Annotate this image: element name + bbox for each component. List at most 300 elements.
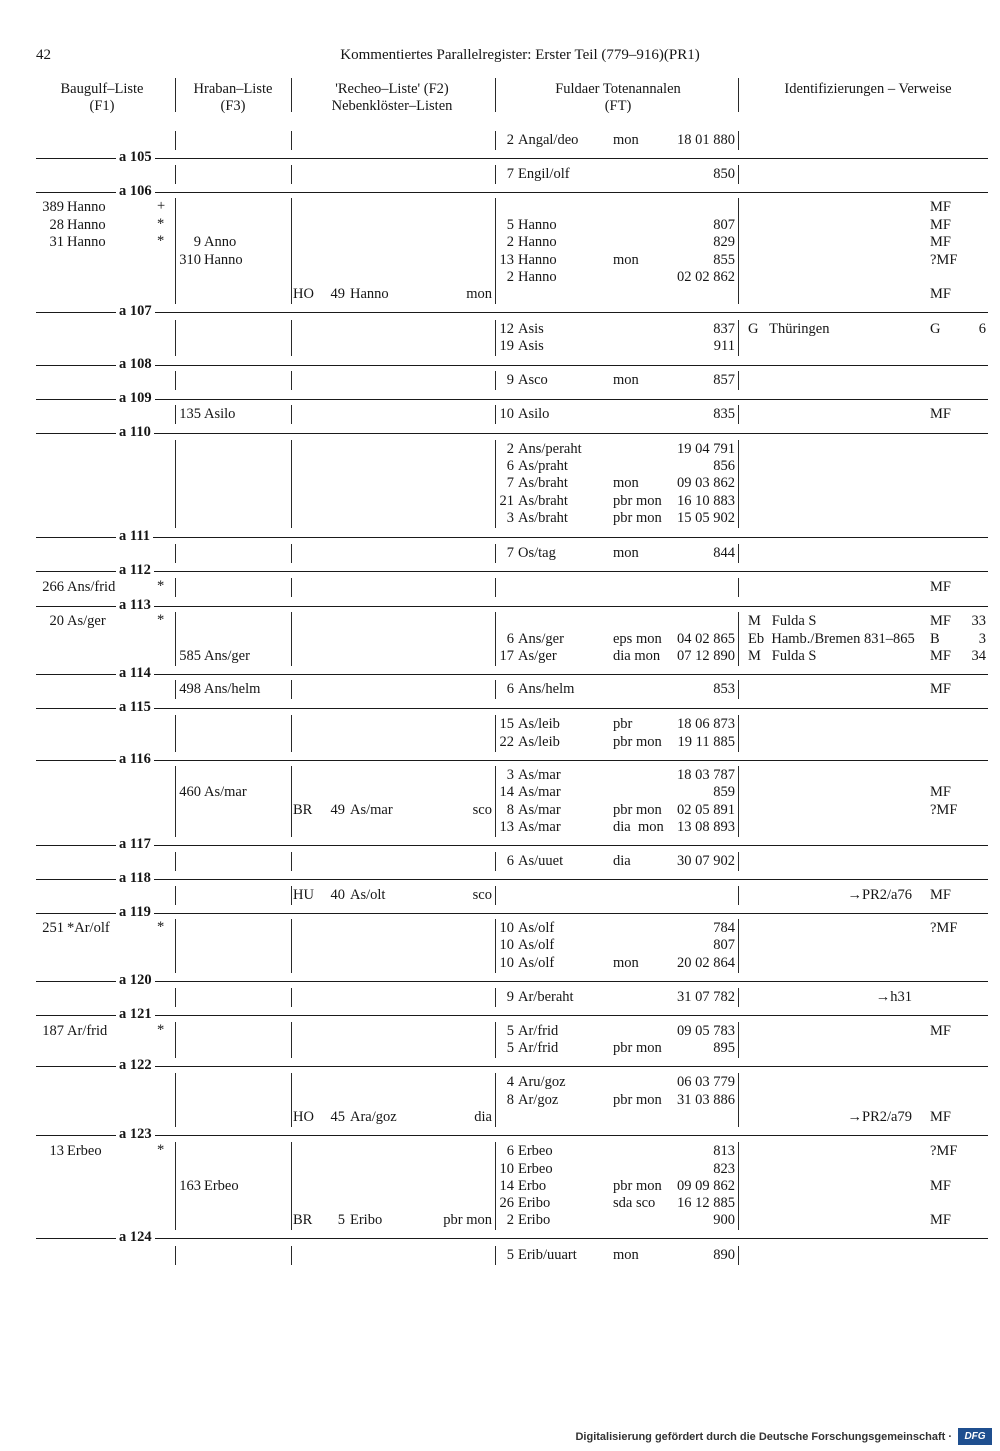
column-divider <box>175 459 176 476</box>
ft-entry-date: 890 <box>713 1247 735 1263</box>
ft-entry-date: 18 06 873 <box>677 716 735 732</box>
ft-entry-date: 850 <box>713 166 735 182</box>
column-divider <box>175 371 176 390</box>
mf-marker: ?MF <box>930 920 958 936</box>
ft-entry-date: 09 03 862 <box>677 475 735 491</box>
ft-entry-number: 2 <box>506 269 514 285</box>
recheo-entry-status: mon <box>466 286 492 302</box>
ft-entry-name: Aru/goz <box>518 1074 566 1090</box>
baugulf-entry-number: 266 <box>42 579 64 595</box>
hraban-entry-name: Ans/ger <box>204 648 250 664</box>
hraban-entry-name: Anno <box>204 234 237 250</box>
ft-entry-date: 895 <box>713 1040 735 1056</box>
mf-marker: MF <box>930 286 951 302</box>
column-divider <box>738 270 739 287</box>
hraban-entry-name: Asilo <box>204 406 236 422</box>
ft-entry-date: 07 12 890 <box>677 648 735 664</box>
section-label: a 123 <box>116 1126 155 1143</box>
section-divider <box>36 1066 988 1067</box>
ft-entry-number: 10 <box>499 920 514 936</box>
ft-entry-number: 6 <box>506 631 514 647</box>
column-divider <box>291 820 292 837</box>
ft-entry-date: 857 <box>713 372 735 388</box>
ft-entry-number: 15 <box>499 716 514 732</box>
column-divider <box>291 578 292 597</box>
column-divider <box>738 612 739 631</box>
column-divider <box>738 78 739 112</box>
hraban-entry-number: 585 <box>179 648 201 664</box>
ft-entry-name: As/mar <box>518 802 561 818</box>
ft-entry-name: Ar/goz <box>518 1092 559 1108</box>
column-divider <box>175 886 176 905</box>
baugulf-entry-name: Hanno <box>67 217 106 233</box>
section-label: a 114 <box>116 665 154 682</box>
identification-code: G <box>930 321 941 337</box>
hraban-entry-number: 163 <box>179 1178 201 1194</box>
section-divider <box>36 158 988 159</box>
column-divider <box>175 631 176 649</box>
ft-entry-status: mon <box>613 372 639 388</box>
ft-entry-number: 3 <box>506 510 514 526</box>
section-divider <box>36 1015 988 1016</box>
column-divider <box>175 217 176 235</box>
ft-entry-date: 19 04 791 <box>677 441 735 457</box>
column-divider <box>291 1161 292 1179</box>
dfg-logo: DFG <box>958 1428 992 1445</box>
ft-entry-number: 10 <box>499 955 514 971</box>
column-header-f3-line1: Hraban–Liste <box>193 81 273 97</box>
ft-entry-number: 5 <box>506 1247 514 1263</box>
column-header-f1-line1: Baugulf–Liste <box>60 81 144 97</box>
ft-entry-status: mon <box>613 1247 639 1263</box>
column-divider <box>738 287 739 304</box>
column-divider <box>495 612 496 631</box>
recheo-entry-status: sco <box>472 802 492 818</box>
recheo-entry-name: Ara/goz <box>350 1109 397 1125</box>
recheo-entry-number: 5 <box>337 1212 345 1228</box>
column-divider <box>175 1213 176 1230</box>
column-divider <box>175 1041 176 1058</box>
column-divider <box>738 955 739 973</box>
section-divider <box>36 365 988 366</box>
ft-entry-name: Os/tag <box>518 545 556 561</box>
ft-entry-name: Engil/olf <box>518 166 570 182</box>
column-divider <box>291 734 292 752</box>
recheo-entry-status: dia <box>474 1109 492 1125</box>
ft-entry-number: 2 <box>506 1212 514 1228</box>
section-label: a 111 <box>116 528 153 545</box>
ft-entry-number: 19 <box>499 338 514 354</box>
column-divider <box>291 919 292 938</box>
column-header-f2-line1: 'Recheo–Liste' (F2) <box>335 81 449 97</box>
column-divider <box>291 1073 292 1092</box>
column-divider <box>291 1246 292 1265</box>
ft-entry-date: 844 <box>713 545 735 561</box>
column-divider <box>291 440 292 459</box>
column-header-identifications: Identifizierungen – Verweise <box>784 81 952 97</box>
ft-entry-date: 911 <box>713 338 735 354</box>
recheo-entry-code: HO <box>293 1109 314 1125</box>
column-divider <box>738 886 739 905</box>
ft-entry-date: 807 <box>713 937 735 953</box>
column-divider <box>291 1142 292 1161</box>
section-label: a 110 <box>116 424 154 441</box>
ft-entry-name: Ar/beraht <box>518 989 574 1005</box>
baugulf-entry-number: 20 <box>49 613 64 629</box>
ft-entry-number: 3 <box>506 767 514 783</box>
column-divider <box>738 578 739 597</box>
column-divider <box>175 802 176 820</box>
column-divider <box>291 1196 292 1213</box>
recheo-entry-number: 40 <box>330 887 345 903</box>
column-divider <box>291 1110 292 1127</box>
column-divider <box>738 217 739 235</box>
column-divider <box>291 287 292 304</box>
recheo-entry-number: 45 <box>330 1109 345 1125</box>
section-label: a 113 <box>116 597 154 614</box>
ft-entry-date: 20 02 864 <box>677 955 735 971</box>
column-divider <box>291 217 292 235</box>
ft-entry-number: 12 <box>499 321 514 337</box>
column-divider <box>291 649 292 666</box>
ft-entry-name: Ar/frid <box>518 1040 559 1056</box>
column-divider <box>738 198 739 217</box>
ft-entry-number: 8 <box>506 802 514 818</box>
section-divider <box>36 760 988 761</box>
ft-entry-name: As/braht <box>518 510 568 526</box>
column-divider <box>291 235 292 252</box>
column-divider <box>175 988 176 1007</box>
mf-marker: MF <box>930 887 951 903</box>
section-divider <box>36 1135 988 1136</box>
column-divider <box>175 734 176 752</box>
running-title: Kommentiertes Parallelregister: Erster Teil (779–916)(PR1) <box>340 47 700 63</box>
ft-entry-name: As/uuet <box>518 853 564 869</box>
ft-entry-date: 18 01 880 <box>677 132 735 148</box>
ft-entry-number: 5 <box>506 1023 514 1039</box>
mf-marker: MF <box>930 681 951 697</box>
baugulf-entry-name: *Ar/olf <box>67 920 110 936</box>
column-divider <box>175 320 176 339</box>
column-divider <box>738 544 739 563</box>
section-label: a 118 <box>116 870 154 887</box>
column-divider <box>175 511 176 528</box>
ft-entry-number: 6 <box>506 1143 514 1159</box>
ft-entry-date: 784 <box>713 920 735 936</box>
section-divider <box>36 433 988 434</box>
column-divider <box>738 1246 739 1265</box>
column-divider <box>175 955 176 973</box>
baugulf-entry-number: 389 <box>42 199 64 215</box>
ft-entry-name: Erib/uuart <box>518 1247 577 1263</box>
ft-entry-date: 853 <box>713 681 735 697</box>
baugulf-entry-name: Ans/frid <box>67 579 116 595</box>
column-header-ft-line1: Fuldaer Totenannalen <box>555 81 681 97</box>
ft-entry-name: As/braht <box>518 493 568 509</box>
ft-entry-date: 31 03 886 <box>677 1092 735 1108</box>
column-divider <box>738 734 739 752</box>
hraban-entry-name: Ans/helm <box>204 681 261 697</box>
baugulf-entry-mark: * <box>157 1022 165 1038</box>
column-divider <box>738 371 739 390</box>
ft-entry-status: dia mon <box>613 648 661 664</box>
section-label: a 108 <box>116 356 155 373</box>
column-divider <box>175 544 176 563</box>
ft-entry-name: Ans/peraht <box>518 441 582 457</box>
column-divider <box>738 459 739 476</box>
ft-entry-name: Hanno <box>518 252 557 268</box>
column-divider <box>738 493 739 511</box>
mf-marker: MF <box>930 1109 951 1125</box>
ft-entry-name: As/olf <box>518 920 555 936</box>
cross-reference: →h31 <box>875 989 912 1005</box>
recheo-entry-code: HU <box>293 887 314 903</box>
column-divider <box>291 476 292 493</box>
section-label: a 112 <box>116 562 154 579</box>
ft-entry-name: As/mar <box>518 767 561 783</box>
digitization-footer <box>0 1423 1000 1451</box>
baugulf-entry-number: 251 <box>42 920 64 936</box>
identification-reference: 6 <box>978 321 986 337</box>
ft-entry-date: 04 02 865 <box>677 631 735 647</box>
section-divider <box>36 399 988 400</box>
ft-entry-name: As/mar <box>518 819 561 835</box>
ft-entry-date: 813 <box>713 1143 735 1159</box>
ft-entry-status: pbr mon <box>613 510 662 526</box>
column-divider <box>291 511 292 528</box>
column-divider <box>738 1161 739 1179</box>
column-divider <box>738 785 739 802</box>
recheo-entry-number: 49 <box>330 286 345 302</box>
recheo-entry-name: As/mar <box>350 802 393 818</box>
ft-entry-date: 09 05 783 <box>677 1023 735 1039</box>
ft-entry-date: 855 <box>713 252 735 268</box>
mf-marker: MF <box>930 217 951 233</box>
ft-entry-status: pbr mon <box>613 802 662 818</box>
column-divider <box>175 198 176 217</box>
ft-entry-status: pbr mon <box>613 1040 662 1056</box>
page-number: 42 <box>36 47 51 63</box>
section-label: a 124 <box>116 1229 155 1246</box>
ft-entry-name: Erbeo <box>518 1143 553 1159</box>
column-divider <box>175 766 176 785</box>
ft-entry-number: 6 <box>506 458 514 474</box>
column-divider <box>175 131 176 150</box>
ft-entry-date: 807 <box>713 217 735 233</box>
ft-entry-date: 06 03 779 <box>677 1074 735 1090</box>
column-divider <box>738 252 739 270</box>
ft-entry-number: 2 <box>506 441 514 457</box>
ft-entry-status: eps mon <box>613 631 662 647</box>
column-divider <box>495 287 496 304</box>
recheo-entry-status: pbr mon <box>443 1212 492 1228</box>
column-divider <box>738 440 739 459</box>
column-divider <box>495 1110 496 1127</box>
column-divider <box>291 1179 292 1196</box>
column-divider <box>738 1022 739 1041</box>
ft-entry-date: 31 07 782 <box>677 989 735 1005</box>
column-header-ft-line2: (FT) <box>604 98 632 114</box>
baugulf-entry-mark: + <box>157 198 166 214</box>
section-divider <box>36 674 988 675</box>
column-divider <box>175 820 176 837</box>
column-divider <box>738 1196 739 1213</box>
column-divider <box>291 612 292 631</box>
mf-marker: MF <box>930 1178 951 1194</box>
mf-marker: MF <box>930 406 951 422</box>
column-divider <box>291 198 292 217</box>
funding-notice: Digitalisierung gefördert durch die Deutsche Forschungsgemeinschaft · <box>575 1431 952 1443</box>
ft-entry-name: Hanno <box>518 217 557 233</box>
ft-entry-status: dia <box>613 853 631 869</box>
mf-marker: MF <box>930 579 951 595</box>
ft-entry-date: 09 09 862 <box>677 1178 735 1194</box>
recheo-entry-name: As/olt <box>350 887 386 903</box>
section-divider <box>36 537 988 538</box>
ft-entry-number: 9 <box>506 372 514 388</box>
baugulf-entry-name: Hanno <box>67 234 106 250</box>
recheo-entry-name: Hanno <box>350 286 389 302</box>
identification-reference: 3 <box>978 631 986 647</box>
column-divider <box>175 1246 176 1265</box>
recheo-entry-status: sco <box>472 887 492 903</box>
ft-entry-number: 17 <box>499 648 514 664</box>
column-divider <box>495 886 496 905</box>
section-divider <box>36 879 988 880</box>
column-divider <box>738 802 739 820</box>
column-divider <box>738 680 739 699</box>
hraban-entry-name: As/mar <box>204 784 247 800</box>
column-divider <box>738 988 739 1007</box>
ft-entry-name: As/olf <box>518 937 555 953</box>
section-divider <box>36 1238 988 1239</box>
column-divider <box>291 680 292 699</box>
ft-entry-number: 13 <box>499 252 514 268</box>
column-divider <box>495 578 496 597</box>
identification-reference: 33 <box>971 613 986 629</box>
column-divider <box>291 785 292 802</box>
ft-entry-date: 13 08 893 <box>677 819 735 835</box>
column-divider <box>738 339 739 356</box>
mf-marker: ?MF <box>930 802 958 818</box>
ft-entry-date: 837 <box>713 321 735 337</box>
ft-entry-number: 26 <box>499 1195 514 1211</box>
column-divider <box>175 1110 176 1127</box>
section-divider <box>36 845 988 846</box>
ft-entry-name: Asilo <box>518 406 550 422</box>
ft-entry-name: As/leib <box>518 734 560 750</box>
mf-marker: MF <box>930 234 951 250</box>
ft-entry-status: mon <box>613 132 639 148</box>
identification-text: M Fulda S <box>748 648 817 664</box>
column-divider <box>291 544 292 563</box>
column-header-f3-line2: (F3) <box>220 98 246 114</box>
column-divider <box>738 852 739 871</box>
column-divider <box>738 766 739 785</box>
column-divider <box>291 371 292 390</box>
ft-entry-status: mon <box>613 545 639 561</box>
ft-entry-name: As/praht <box>518 458 568 474</box>
ft-entry-name: Eribo <box>518 1195 551 1211</box>
section-divider <box>36 913 988 914</box>
ft-entry-name: As/olf <box>518 955 555 971</box>
ft-entry-number: 8 <box>506 1092 514 1108</box>
column-divider <box>291 165 292 184</box>
column-divider <box>291 938 292 955</box>
section-divider <box>36 981 988 982</box>
column-header-f1-line2: (F1) <box>89 98 115 114</box>
column-divider <box>175 612 176 631</box>
ft-entry-number: 6 <box>506 853 514 869</box>
ft-entry-status: mon <box>613 475 639 491</box>
column-divider <box>175 339 176 356</box>
column-divider <box>175 919 176 938</box>
ft-entry-number: 2 <box>506 234 514 250</box>
column-divider <box>175 1092 176 1110</box>
section-divider <box>36 606 988 607</box>
section-divider <box>36 312 988 313</box>
column-divider <box>291 988 292 1007</box>
column-divider <box>291 766 292 785</box>
column-divider <box>738 165 739 184</box>
ft-entry-date: 18 03 787 <box>677 767 735 783</box>
section-label: a 120 <box>116 972 155 989</box>
recheo-entry-name: Eribo <box>350 1212 383 1228</box>
ft-entry-name: As/leib <box>518 716 560 732</box>
ft-entry-number: 7 <box>506 475 514 491</box>
identification-code: B <box>930 631 940 647</box>
ft-entry-name: Erbeo <box>518 1161 553 1177</box>
column-divider <box>291 78 292 112</box>
section-label: a 107 <box>116 303 155 320</box>
column-divider <box>291 1022 292 1041</box>
baugulf-entry-mark: * <box>157 1142 165 1158</box>
ft-entry-number: 21 <box>499 493 514 509</box>
ft-entry-number: 5 <box>506 217 514 233</box>
ft-entry-name: As/ger <box>518 648 557 664</box>
mf-marker: MF <box>930 199 951 215</box>
column-divider <box>495 78 496 112</box>
ft-entry-number: 5 <box>506 1040 514 1056</box>
column-divider <box>175 493 176 511</box>
column-divider <box>291 715 292 734</box>
hraban-entry-number: 310 <box>179 252 201 268</box>
column-divider <box>738 1110 739 1127</box>
baugulf-entry-name: Hanno <box>67 199 106 215</box>
column-divider <box>738 715 739 734</box>
section-label: a 119 <box>116 904 154 921</box>
ft-entry-status: dia mon <box>613 819 664 835</box>
column-divider <box>175 78 176 112</box>
mf-marker: ?MF <box>930 252 958 268</box>
ft-entry-number: 6 <box>506 681 514 697</box>
column-divider <box>291 252 292 270</box>
ft-entry-date: 835 <box>713 406 735 422</box>
column-divider <box>291 1092 292 1110</box>
column-divider <box>738 1179 739 1196</box>
column-divider <box>291 459 292 476</box>
ft-entry-name: Asco <box>518 372 548 388</box>
ft-entry-name: Ar/frid <box>518 1023 559 1039</box>
section-label: a 115 <box>116 699 154 716</box>
mf-marker: ?MF <box>930 1143 958 1159</box>
ft-entry-number: 22 <box>499 734 514 750</box>
identification-text: G Thüringen <box>748 321 830 337</box>
baugulf-entry-name: Ar/frid <box>67 1023 108 1039</box>
ft-entry-date: 15 05 902 <box>677 510 735 526</box>
ft-entry-status: pbr mon <box>613 734 662 750</box>
ft-entry-date: 859 <box>713 784 735 800</box>
